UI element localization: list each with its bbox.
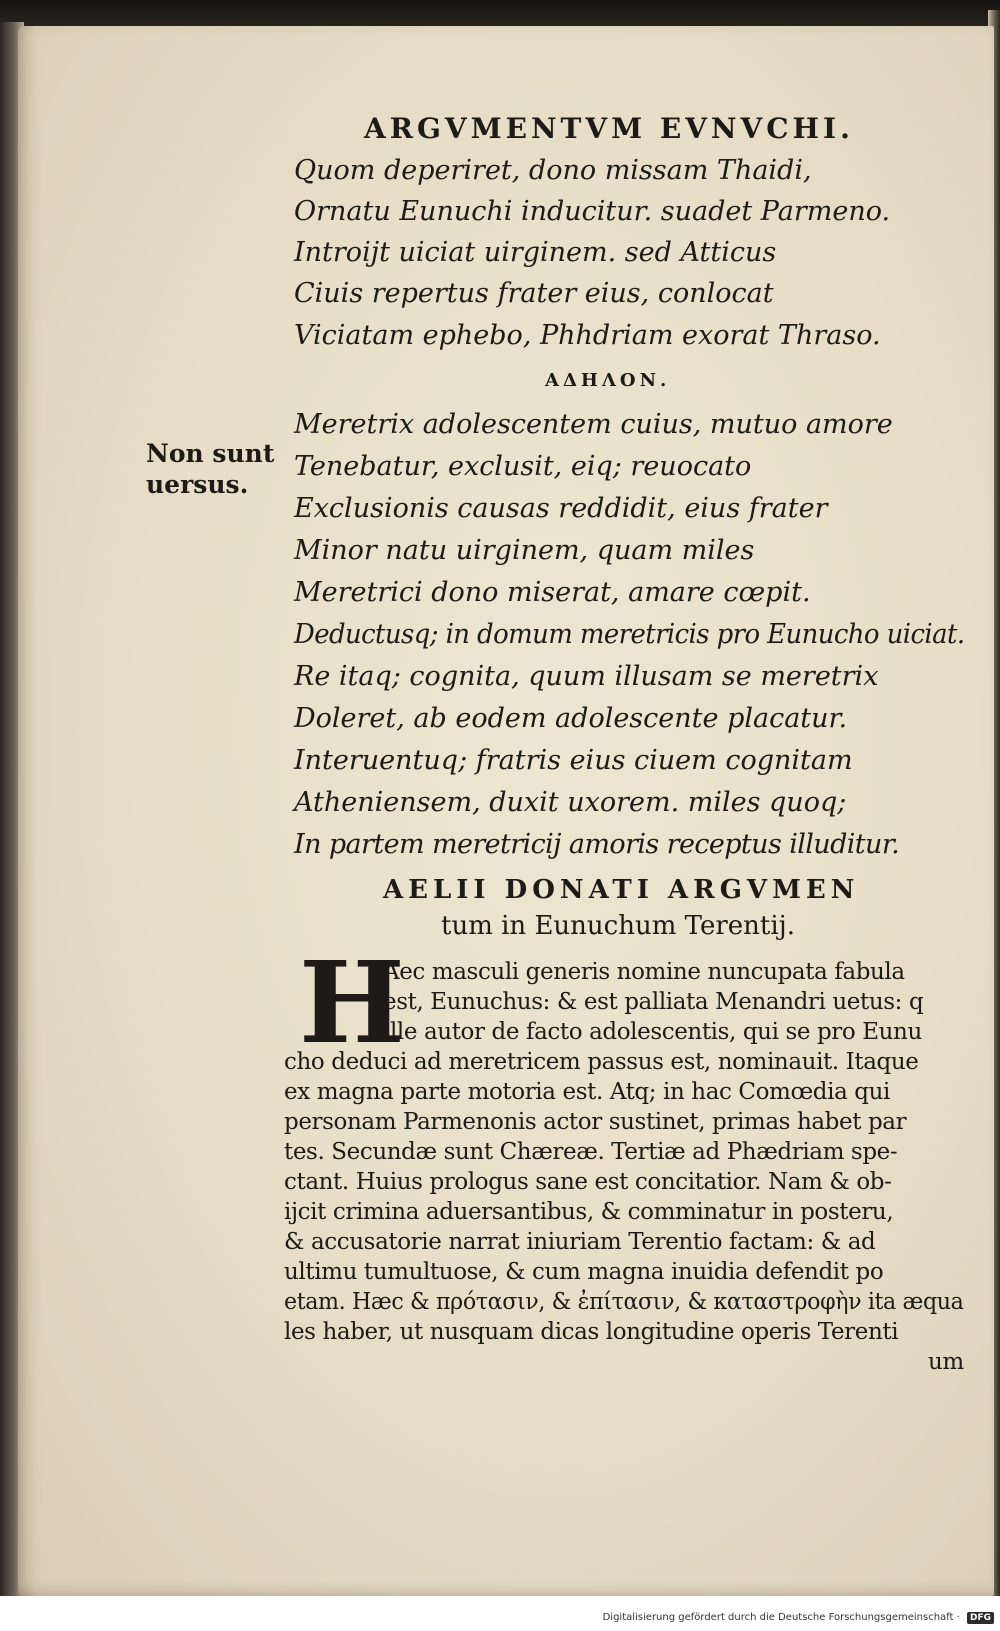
heading-donati-subtitle: tum in Eunuchum Terentij. [441,911,795,941]
prose-line: cho deduci ad meretricem passus est, nominauit. Itaque [284,1049,919,1075]
verse-line: Atheniensem, duxit uxorem. miles quoq; [294,787,847,818]
verse-line: Tenebatur, exclusit, eiq; reuocato [294,451,752,482]
drop-cap-initial: H [299,938,405,1069]
verse-line: Viciatam ephebo, Phhdriam exorat Thraso. [294,320,881,351]
verse-line: Exclusionis causas reddidit, eius frater [294,493,828,524]
verse-line: In partem meretricij amoris receptus illuditur. [294,829,900,860]
heading-argumentum: ARGVMENTVM EVNVCHI. [364,112,854,145]
prose-line: est, Eunuchus: & est palliata Menandri uetus: q [383,989,924,1015]
verse-line: Ciuis repertus frater eius, conlocat [294,278,774,309]
prose-line: ultimu tumultuose, & cum magna inuidia defendit po [284,1259,884,1285]
verse-line: Meretrici dono miserat, amare cœpit. [294,577,811,608]
prose-line: tes. Secundæ sunt Chæreæ. Tertiæ ad Phædriam spe- [284,1139,898,1165]
verse-line: Deductusq; in domum meretricis pro Eunucho uiciat. [294,619,965,650]
prose-line: personam Parmenonis actor sustinet, primas habet par [284,1109,907,1135]
prose-line: les haber, ut nusquam dicas longitudine operis Terenti [284,1319,899,1345]
verse-line: Quom deperiret, dono missam Thaidi, [294,155,812,186]
prose-line: ctant. Huius prologus sane est concitatior. Nam & ob- [284,1169,892,1195]
prose-line: ille autor de facto adolescentis, qui se pro Eunu [383,1019,922,1045]
verse-line: Re itaq; cognita, quum illusam se meretrix [294,661,879,692]
prose-line: ijcit crimina aduersantibus, & comminatur in posteru, [284,1199,894,1225]
prose-line: ex magna parte motoria est. Atq; in hac Comœdia qui [284,1079,890,1105]
verse-line: Minor natu uirginem, quam miles [294,535,755,566]
heading-adelon: ΑΔΗΛΟΝ. [545,370,671,391]
verse-line: Introijt uiciat uirginem. sed Atticus [294,237,777,268]
digitization-credit [590,1612,994,1628]
marginal-note-line: Non sunt [146,439,275,468]
heading-donati: AELII DONATI ARGVMEN [383,875,860,905]
marginal-note-line: uersus. [146,470,249,499]
prose-line: & accusatorie narrat iniuriam Terentio factam: & ad [284,1229,876,1255]
dfg-logo: DFG [967,1612,994,1624]
verse-line: Doleret, ab eodem adolescente placatur. [294,703,848,734]
verse-line: Ornatu Eunuchi inducitur. suadet Parmeno. [294,196,891,227]
credit-text: Digitalisierung gefördert durch die Deutsche Forschungsgemeinschaft · [602,1612,960,1623]
prose-line: etam. Hæc & πρότασιν, & ἐπίτασιν, & καταστροφὴν ita æqua [284,1289,964,1315]
book-page [18,26,994,1596]
catchword: um [928,1349,964,1375]
prose-line: Aec masculi generis nomine nuncupata fabula [383,959,905,985]
marginal-note [146,438,274,500]
verse-line: Interuentuq; fratris eius ciuem cognitam [294,745,853,776]
verse-line: Meretrix adolescentem cuius, mutuo amore [294,409,893,440]
